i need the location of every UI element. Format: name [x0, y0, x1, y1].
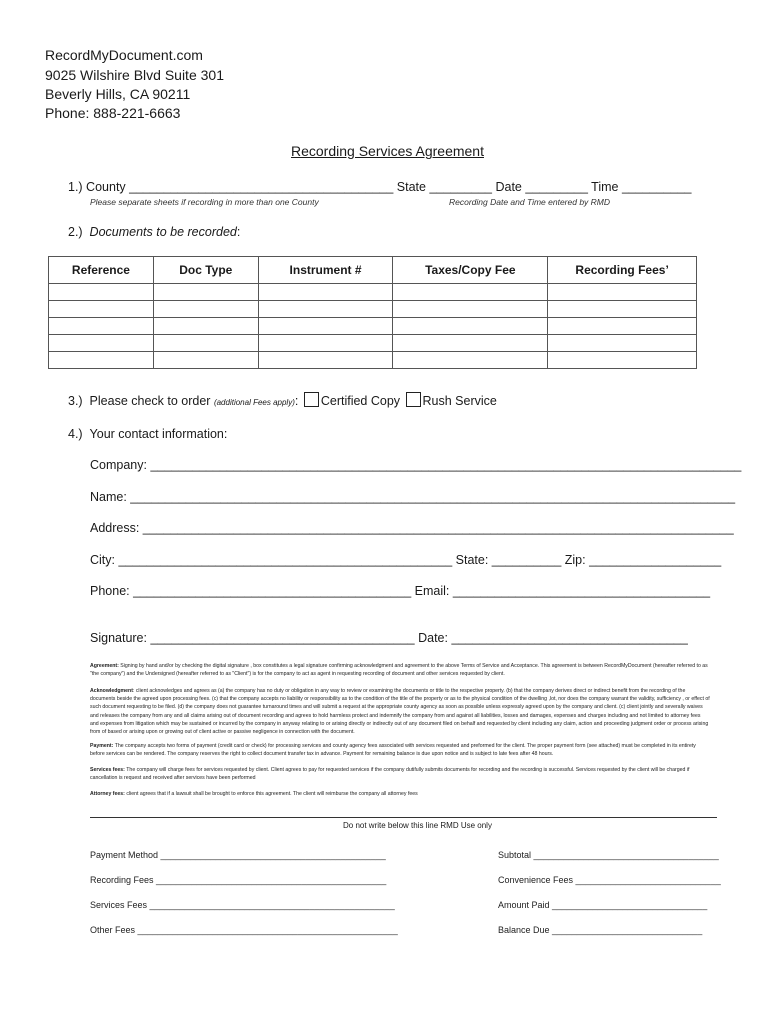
table-cell[interactable] — [258, 318, 393, 335]
order-fee-note: (additional Fees apply) — [213, 398, 295, 407]
company-field[interactable]: Company: _____________________________________________________________________________________ — [90, 458, 742, 472]
table-cell[interactable] — [548, 335, 697, 352]
company-phone: Phone: 888-221-6663 — [45, 105, 181, 121]
table-cell[interactable] — [153, 352, 258, 369]
documents-number: 2.) — [68, 225, 83, 239]
services-fees-text: The company will charge fees for services requested by client. Client agrees to pay for requested services if the company dutifully submits documents for recording and the recording is successful. Services requested by the client will be charged if cancellation is request and received after services have been performed — [90, 767, 690, 782]
table-row — [49, 352, 697, 369]
table-cell[interactable] — [393, 301, 548, 318]
certified-copy-label: Certified Copy — [320, 394, 401, 408]
documents-heading — [68, 225, 240, 239]
order-colon: : — [294, 394, 299, 408]
documents-label: Documents to be recorded — [89, 225, 237, 239]
convenience-fees-field[interactable]: Convenience Fees _____________________________ — [498, 875, 721, 885]
table-cell[interactable] — [49, 301, 154, 318]
table-cell[interactable] — [49, 284, 154, 301]
payment-text: The company accepts two forms of payment (credit card or check) for processing services and county agency fees associated with services requested and preformed for the client. The proper payment form (see attached) must be completed in its entirety before services can be rendered. The company reserves the right to collect document transfer tax in advance. Payment for remaining balance is due upon notice and is subject to late fees after 48 hours. — [90, 743, 696, 758]
table-cell[interactable] — [153, 335, 258, 352]
attorney-fees-text: client agrees that if a lawsuit shall be brought to enforce this agreement. The client will reimburse the company all attorney fees — [126, 791, 418, 797]
page-title: Recording Services Agreement — [291, 143, 484, 159]
agreement-title: Agreement: — [90, 663, 119, 669]
table-cell[interactable] — [153, 301, 258, 318]
payment-title: Payment: — [90, 743, 114, 749]
rush-service-checkbox[interactable] — [406, 392, 421, 407]
subtotal-field[interactable]: Subtotal _____________________________________ — [498, 850, 719, 860]
table-row — [49, 301, 697, 318]
balance-due-field[interactable]: Balance Due ______________________________ — [498, 925, 703, 935]
services-fees-paragraph — [90, 766, 710, 782]
table-cell[interactable] — [393, 318, 548, 335]
table-row — [49, 284, 697, 301]
table-cell[interactable] — [258, 335, 393, 352]
table-cell[interactable] — [548, 318, 697, 335]
address-field[interactable]: Address: _____________________________________________________________________________________ — [90, 521, 734, 535]
company-name: RecordMyDocument.com — [45, 47, 203, 63]
table-cell[interactable] — [393, 284, 548, 301]
payment-paragraph — [90, 742, 710, 758]
payment-method-field[interactable]: Payment Method _____________________________________________ — [90, 850, 386, 860]
county-hint: Please separate sheets if recording in more than one County — [90, 197, 319, 207]
certified-copy-checkbox[interactable] — [304, 392, 319, 407]
contact-number: 4.) — [68, 427, 83, 441]
order-options-row — [68, 392, 497, 408]
table-cell[interactable] — [258, 284, 393, 301]
order-label: Please check to order — [89, 394, 211, 408]
table-row — [49, 318, 697, 335]
acknowledgment-text: : client acknowledges and agrees as (a) the company has no duty or obligation in any way to review or examining the documents or title to the respective property. (b) that the company derives direct or indirect benefit from the recording of the documents beside the agreed upon processing fees. (c) that the company accepts no liability or responsibility as to the condition of the title of the property or as to the physical condition of the dwelling ,lot, nor does the company warrant the validity, sufficiency , or effect of such document requesting to be filed. (d) the company does not guarantee turnaround times and will submit a request at the appropriate county agency as soon as possible unless expressly agreed upon by the company and client. (c) client jointly and severally waives and releases the company from any and all claims arising out of document recording and agrees to hold harmless protect and indemnify the company from and against all liabilities, losses and damages, expenses and charges including and not limited to attorney fees and expenses from litigation which may be sustained or incurred by the company in anyway relating to or arising directly or indirectly out of any document filed on behalf and requested by client including any claim, action and proceeding judgment order or process arising from of based or arising upon or growing out of client active or passive negligence in connection with the document. — [90, 688, 710, 736]
signature-date-field[interactable]: Signature: ______________________________________ Date: __________________________________ — [90, 631, 688, 645]
other-fees-field[interactable]: Other Fees ____________________________________________________ — [90, 925, 398, 935]
company-address-city: Beverly Hills, CA 90211 — [45, 86, 191, 102]
recording-date-hint: Recording Date and Time entered by RMD — [449, 197, 611, 207]
column-header-recording-fees: Recording Fees’ — [548, 257, 697, 284]
county-state-date-time-line[interactable]: 1.) County ______________________________________ State _________ Date _________ Time __________ — [68, 180, 692, 194]
documents-table — [48, 256, 697, 369]
column-header-taxes-copy-fee: Taxes/Copy Fee — [393, 257, 548, 284]
table-row — [49, 335, 697, 352]
agreement-paragraph — [90, 662, 710, 678]
attorney-fees-paragraph — [90, 790, 710, 798]
documents-colon: : — [236, 225, 241, 239]
table-cell[interactable] — [548, 352, 697, 369]
column-header-instrument: Instrument # — [258, 257, 393, 284]
rmd-divider — [90, 817, 717, 818]
contact-heading — [68, 427, 227, 441]
agreement-text: Signing by hand and/or by checking the digital signature , box constitutes a legal signature confirming acknowledgment and agreement to the above Terms of Service and Acceptance. This agreement is between RecordMyDocument (hereafter referred to as "the company") and the Undersigned (hereafter referred to as "Client") is for the company to act as agent in requesting recording of document and other services requested by client. — [90, 663, 708, 678]
table-cell[interactable] — [153, 318, 258, 335]
table-cell[interactable] — [393, 352, 548, 369]
services-fees-title: Services fees: — [90, 767, 125, 773]
table-cell[interactable] — [49, 335, 154, 352]
acknowledgment-title: Acknowledgment — [90, 688, 133, 694]
table-cell[interactable] — [49, 352, 154, 369]
acknowledgment-paragraph — [90, 687, 710, 736]
services-fees-field[interactable]: Services Fees _________________________________________________ — [90, 900, 395, 910]
table-header-row — [49, 257, 697, 284]
column-header-reference: Reference — [49, 257, 154, 284]
table-cell[interactable] — [153, 284, 258, 301]
company-address-street: 9025 Wilshire Blvd Suite 301 — [45, 67, 224, 83]
table-cell[interactable] — [548, 284, 697, 301]
table-cell[interactable] — [258, 301, 393, 318]
column-header-doc-type: Doc Type — [153, 257, 258, 284]
rmd-note: Do not write below this line RMD Use only — [343, 821, 492, 830]
order-number: 3.) — [68, 394, 83, 408]
name-field[interactable]: Name: _______________________________________________________________________________________ — [90, 490, 736, 504]
rush-service-label: Rush Service — [422, 394, 497, 408]
table-cell[interactable] — [393, 335, 548, 352]
attorney-fees-title: Attorney fees: — [90, 791, 125, 797]
contact-label: Your contact information: — [89, 427, 228, 441]
table-cell[interactable] — [548, 301, 697, 318]
phone-email-field[interactable]: Phone: ________________________________________ Email: _____________________________________ — [90, 584, 711, 598]
table-cell[interactable] — [49, 318, 154, 335]
table-cell[interactable] — [258, 352, 393, 369]
city-state-zip-field[interactable]: City: ________________________________________________ State: __________ Zip: ___________________ — [90, 553, 722, 567]
amount-paid-field[interactable]: Amount Paid _______________________________ — [498, 900, 708, 910]
recording-fees-field[interactable]: Recording Fees ______________________________________________ — [90, 875, 387, 885]
